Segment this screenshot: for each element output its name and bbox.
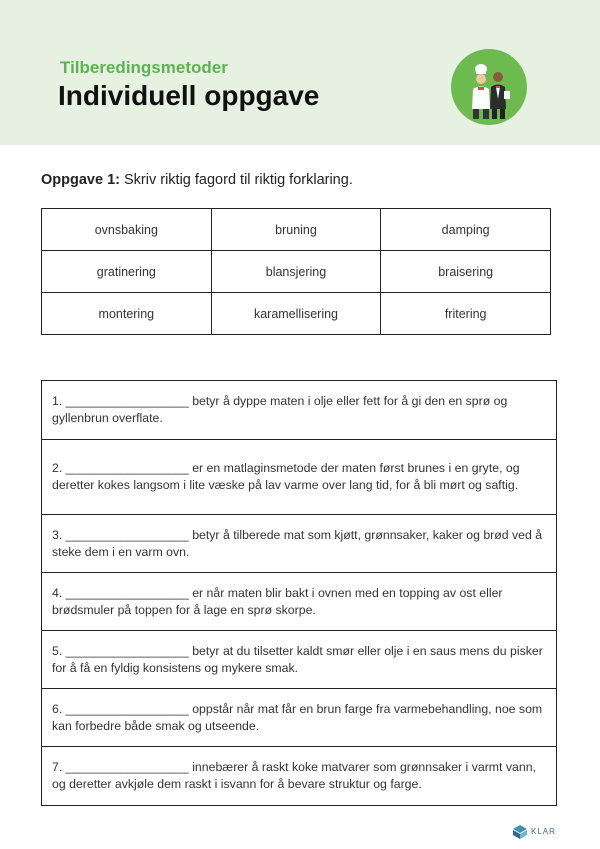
sentence-item: [42, 440, 556, 515]
sentence-text: 6. __________________ oppstår når mat får en brun farge fra varmebehandling, noe som kan forbedre både smak og utseende.: [52, 701, 543, 733]
sentence-text: 5. __________________ betyr at du tilsetter kaldt smør eller olje i en saus mens du pisker for å få en fyldig konsistens og mykere smak.: [52, 643, 543, 675]
sentence-item: [42, 381, 556, 440]
sentence-item: [42, 747, 556, 805]
chefs-illustration: [451, 49, 527, 125]
word-bank-cell: gratinering: [42, 251, 212, 293]
klar-logo-text: KLAR: [531, 827, 556, 836]
sentence-item: [42, 573, 556, 631]
word-bank-row: [42, 251, 551, 293]
task-label: Oppgave 1:: [41, 172, 120, 188]
klar-logo: [513, 825, 556, 839]
sentence-item: [42, 689, 556, 747]
sentence-text: 3. __________________ betyr å tilberede mat som kjøtt, grønnsaker, kaker og brød ved å steke dem i en varm ovn.: [52, 527, 543, 559]
task-text: Skriv riktig fagord til riktig forklaring.: [124, 172, 353, 188]
word-bank-cell: damping: [381, 209, 551, 251]
word-bank-cell: blansjering: [211, 251, 381, 293]
sentence-text: 7. __________________ innebærer å raskt koke matvarer som grønnsaker i varmt vann, og deretter avkjøle dem raskt i isvann for å bevare struktur og farge.: [52, 760, 536, 791]
word-bank-cell: montering: [42, 293, 212, 335]
header-band: [0, 0, 600, 145]
word-bank-cell: braisering: [381, 251, 551, 293]
word-bank-table: [41, 208, 551, 335]
page-title: Individuell oppgave: [58, 80, 320, 111]
word-bank-cell: bruning: [211, 209, 381, 251]
task-instruction: [41, 172, 353, 188]
sentence-item: [42, 515, 556, 573]
word-bank-row: [42, 293, 551, 335]
word-bank-cell: ovnsbaking: [42, 209, 212, 251]
sentence-list: [41, 380, 557, 806]
sentence-text: 4. __________________ er når maten blir bakt i ovnen med en topping av ost eller brødsmuler på toppen for å lage en sprø skorpe.: [52, 585, 503, 617]
page-subtitle: Tilberedingsmetoder: [60, 58, 228, 77]
sentence-text: 1. __________________ betyr å dyppe maten i olje eller fett for å gi den en sprø og gyllenbrun overflate.: [52, 394, 508, 425]
word-bank-cell: fritering: [381, 293, 551, 335]
word-bank-row: [42, 209, 551, 251]
klar-logo-icon: [513, 825, 527, 839]
word-bank-cell: karamellisering: [211, 293, 381, 335]
sentence-item: [42, 631, 556, 689]
sentence-text: 2. __________________ er en matlaginsmetode der maten først brunes i en gryte, og deretter kokes langsom i lite væske på lav varme over lang tid, for å bli mørt og saftig.: [52, 461, 520, 492]
